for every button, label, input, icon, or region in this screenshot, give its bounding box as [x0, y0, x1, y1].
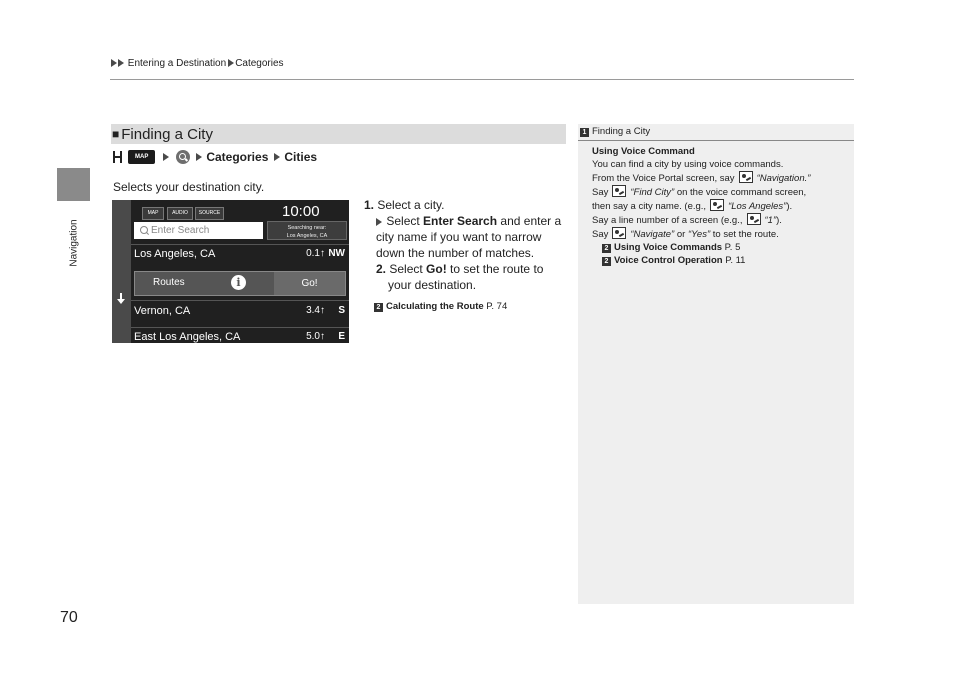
page-number: 70 — [60, 609, 78, 626]
routes-button[interactable]: Routes — [153, 277, 185, 288]
chapter-tab-marker — [57, 168, 90, 201]
voice-phrase: “Navigate” — [630, 229, 675, 240]
triangle-icon — [228, 59, 234, 67]
reference-title: Calculating the Route — [386, 301, 484, 312]
section-heading — [112, 124, 213, 145]
section-title: Finding a City — [121, 126, 213, 143]
searching-near-location: Los Angeles, CA — [286, 233, 328, 239]
step-text: Select a city. — [377, 198, 445, 212]
side-note-divider — [578, 140, 854, 141]
talk-icon — [739, 171, 753, 183]
triangle-icon — [118, 59, 124, 67]
navigation-path — [113, 149, 317, 165]
scroll-strip — [112, 200, 131, 343]
step-text: and enter a city name if you want to narrow down the number of matches. — [376, 214, 562, 260]
reference-page: P. 74 — [483, 301, 508, 312]
go-label: Go! — [426, 262, 447, 276]
clock: 10:00 — [282, 203, 320, 220]
city-row[interactable] — [131, 331, 349, 343]
talk-icon — [612, 185, 626, 197]
path-step-cities: Cities — [284, 150, 318, 164]
note-text: ). — [776, 215, 782, 226]
side-note-title: Finding a City — [592, 126, 651, 137]
city-distance: 3.4↑ — [306, 305, 325, 316]
city-direction: E — [338, 331, 345, 342]
note-text: to set the route. — [710, 229, 779, 240]
enter-search-label: Enter Search — [423, 214, 498, 228]
cross-reference[interactable] — [592, 254, 850, 267]
triangle-icon — [274, 153, 280, 161]
note-line — [592, 171, 850, 185]
screen-audio-button[interactable]: AUDIO — [167, 207, 193, 220]
map-button: MAP — [128, 150, 155, 164]
action-panel — [134, 271, 346, 296]
intro-text: Selects your destination city. — [113, 180, 265, 194]
go-button[interactable]: Go! — [274, 272, 345, 295]
triangle-icon — [376, 218, 382, 226]
step-2 — [376, 261, 569, 293]
screen-map-button[interactable]: MAP — [142, 207, 164, 220]
city-row[interactable] — [131, 305, 349, 325]
screen-source-button[interactable]: SOURCE — [195, 207, 224, 220]
chapter-tab-label: Navigation — [68, 219, 79, 267]
searching-near-label: Searching near: — [287, 225, 327, 231]
note-text: Say — [592, 187, 609, 198]
header-divider — [110, 79, 854, 80]
row-divider — [131, 244, 349, 245]
step-text: Select — [389, 262, 427, 276]
note-text: ). — [786, 201, 793, 212]
reference-page: P. 11 — [722, 255, 746, 266]
city-distance: 5.0↑ — [306, 331, 325, 342]
note-text: From the Voice Portal screen, say — [592, 173, 735, 184]
device-screen — [112, 200, 349, 343]
reference-title: Voice Control Operation — [614, 255, 723, 266]
side-note-heading — [578, 126, 854, 137]
steps — [364, 197, 569, 315]
reference-icon: 2 — [602, 257, 611, 266]
arrow-down-icon[interactable] — [117, 293, 125, 305]
note-icon: 1 — [580, 128, 589, 137]
search-icon — [176, 150, 190, 164]
reference-page: P. 5 — [722, 242, 741, 253]
voice-phrase: “Navigation.” — [756, 173, 811, 184]
chapter-tab — [57, 208, 90, 278]
city-row[interactable] — [131, 248, 349, 268]
city-name: Vernon, CA — [134, 305, 191, 317]
note-line — [592, 199, 850, 213]
city-direction: S — [338, 305, 345, 316]
search-icon — [140, 226, 148, 234]
step-text: Select — [386, 214, 424, 228]
info-icon[interactable]: i — [231, 275, 246, 290]
cross-reference[interactable] — [364, 299, 569, 315]
section-marker: ■ — [112, 127, 120, 141]
row-divider — [131, 327, 349, 328]
screen-search-field[interactable] — [134, 222, 263, 239]
row-divider — [131, 300, 349, 301]
home-icon — [113, 151, 122, 163]
talk-icon — [747, 213, 761, 225]
talk-icon — [612, 227, 626, 239]
note-line — [592, 185, 850, 199]
note-text: or — [674, 229, 688, 240]
city-name: East Los Angeles, CA — [134, 331, 241, 343]
breadcrumb — [111, 58, 284, 69]
note-line — [592, 227, 850, 241]
city-distance: 0.1↑ — [306, 248, 325, 259]
breadcrumb-item[interactable]: Entering a Destination — [127, 58, 227, 69]
voice-phrase: “1” — [764, 215, 777, 226]
city-direction: NW — [328, 248, 345, 259]
reference-title: Using Voice Commands — [614, 242, 723, 253]
side-note-body — [592, 145, 850, 267]
searching-near-button[interactable] — [267, 221, 347, 240]
step-1 — [364, 197, 569, 213]
breadcrumb-item[interactable]: Categories — [235, 58, 284, 69]
step-text: to set the route to your destination. — [388, 262, 544, 292]
triangle-icon — [196, 153, 202, 161]
note-text: Say — [592, 229, 609, 240]
step-number: 2. — [376, 262, 387, 276]
reference-icon: 2 — [602, 244, 611, 253]
voice-phrase: “Los Angeles” — [728, 201, 787, 212]
city-name: Los Angeles, CA — [134, 248, 216, 260]
note-line: You can find a city by using voice commands. — [592, 159, 784, 170]
note-text: on the voice command screen, — [674, 187, 807, 198]
voice-phrase: “Find City” — [630, 187, 675, 198]
path-step-categories: Categories — [206, 150, 269, 164]
cross-reference[interactable] — [592, 241, 850, 254]
voice-phrase: “Yes” — [687, 229, 711, 240]
triangle-icon — [111, 59, 117, 67]
reference-icon: 2 — [374, 303, 383, 312]
note-subtitle: Using Voice Command — [592, 146, 695, 157]
note-line — [592, 213, 850, 227]
note-text: then say a city name. (e.g., — [592, 201, 707, 212]
step-1-sub — [364, 213, 569, 261]
search-placeholder: Enter Search — [151, 225, 210, 236]
note-text: Say a line number of a screen (e.g., — [592, 215, 743, 226]
talk-icon — [710, 199, 724, 211]
triangle-icon — [163, 153, 169, 161]
step-number: 1. — [364, 198, 375, 212]
